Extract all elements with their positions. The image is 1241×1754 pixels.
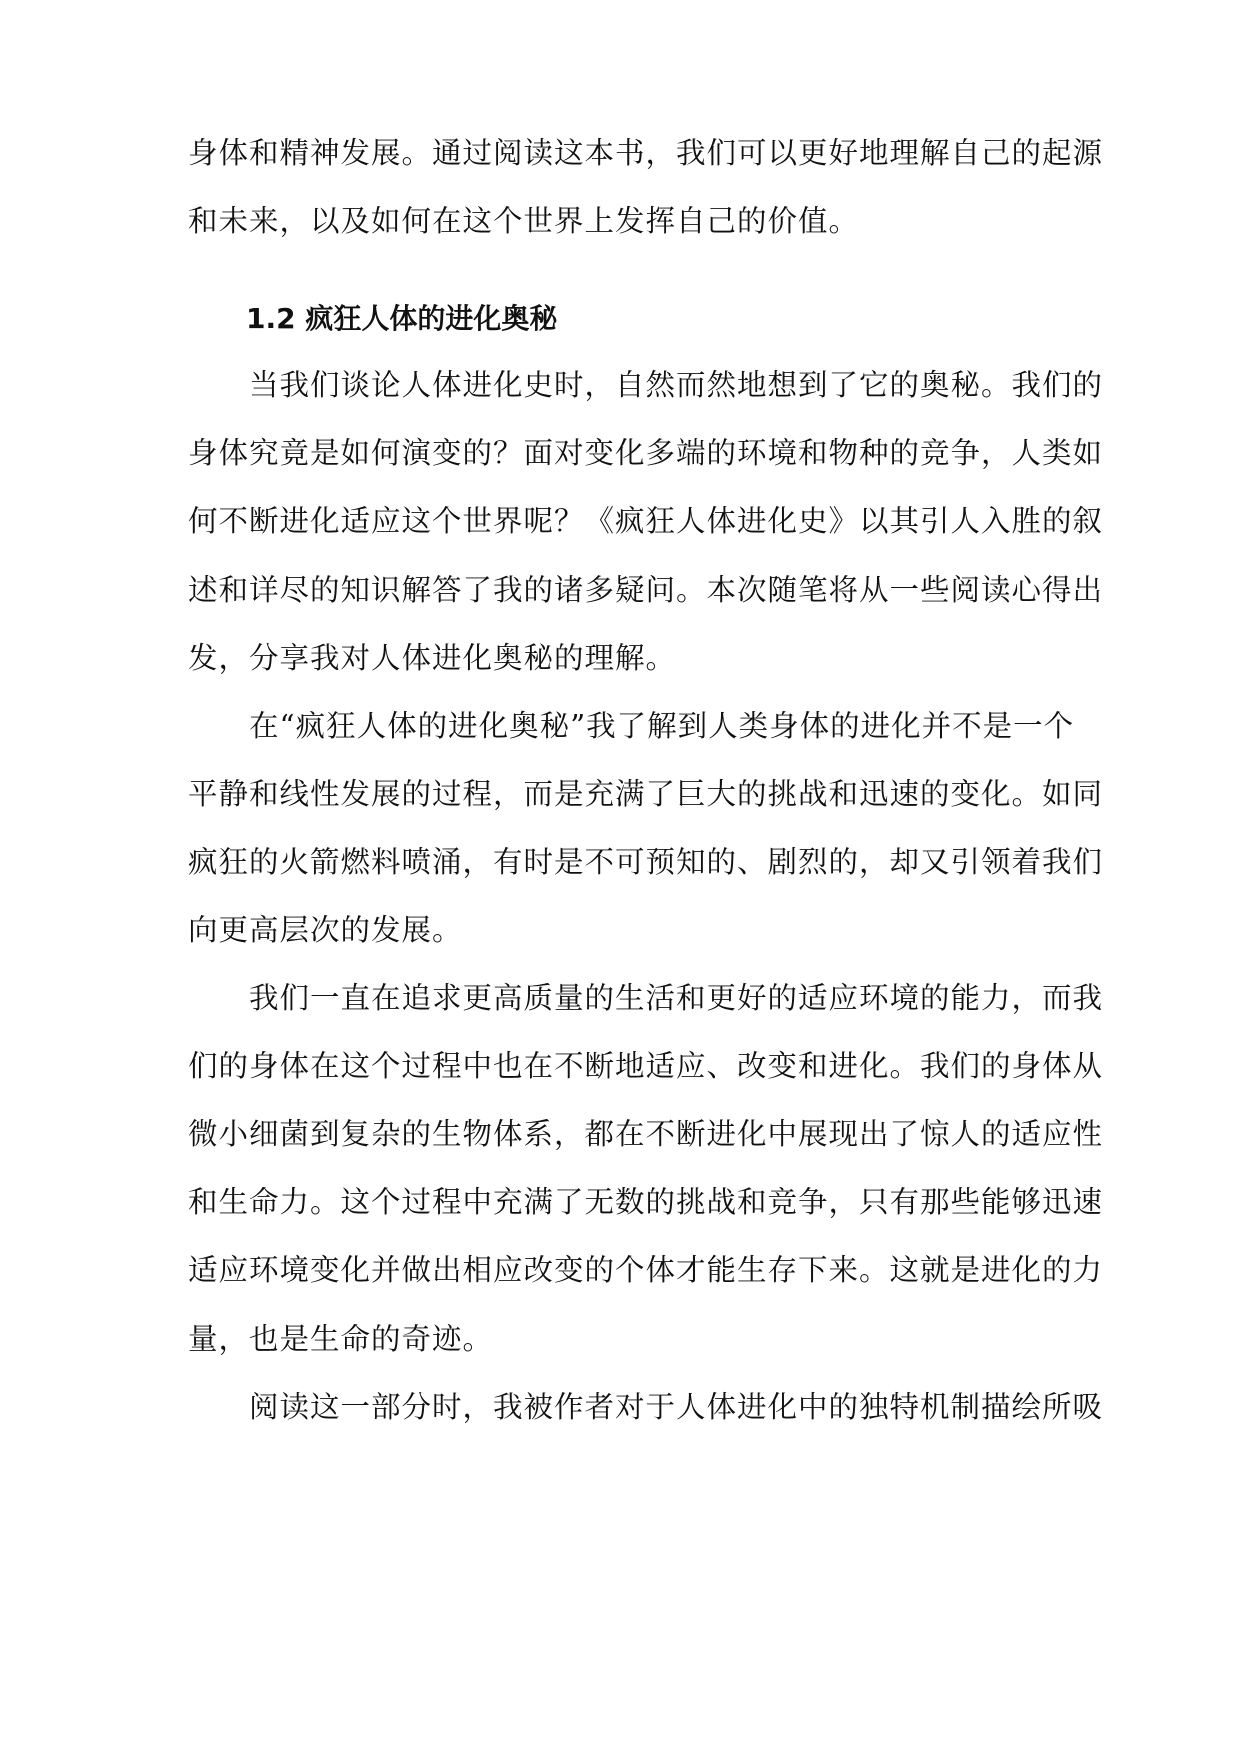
paragraph-line: 疯狂的火箭燃料喷涌，有时是不可预知的、剧烈的，却又引领着我们 <box>188 845 1104 879</box>
intro-line: 身体和精神发展。通过阅读这本书，我们可以更好地理解自己的起源 <box>188 136 1104 170</box>
paragraph-line: 向更高层次的发展。 <box>188 913 463 947</box>
paragraph-line: 何不断进化适应这个世界呢？《疯狂人体进化史》以其引人入胜的叙 <box>188 504 1104 538</box>
paragraph-line: 发，分享我对人体进化奥秘的理解。 <box>188 641 677 675</box>
paragraph-line: 述和详尽的知识解答了我的诸多疑问。本次随笔将从一些阅读心得出 <box>188 573 1104 607</box>
paragraph-line: 我们一直在追求更高质量的生活和更好的适应环境的能力，而我 <box>188 981 1104 1015</box>
paragraph-line: 在“疯狂人体的进化奥秘”我了解到人类身体的进化并不是一个 <box>188 709 1075 743</box>
paragraph-line: 量，也是生命的奇迹。 <box>188 1322 494 1356</box>
paragraph-line: 微小细菌到复杂的生物体系，都在不断进化中展现出了惊人的适应性 <box>188 1117 1104 1151</box>
paragraph-line: 身体究竟是如何演变的？面对变化多端的环境和物种的竞争，人类如 <box>188 436 1104 470</box>
paragraph-line: 阅读这一部分时，我被作者对于人体进化中的独特机制描绘所吸 <box>188 1390 1104 1424</box>
paragraph-line: 当我们谈论人体进化史时，自然而然地想到了它的奥秘。我们的 <box>188 368 1104 402</box>
paragraph-line: 们的身体在这个过程中也在不断地适应、改变和进化。我们的身体从 <box>188 1049 1104 1083</box>
intro-line: 和未来，以及如何在这个世界上发挥自己的价值。 <box>188 204 860 238</box>
paragraph-line: 平静和线性发展的过程，而是充满了巨大的挑战和迅速的变化。如同 <box>188 777 1104 811</box>
paragraph-line: 和生命力。这个过程中充满了无数的挑战和竞争，只有那些能够迅速 <box>188 1185 1104 1219</box>
paragraph-line: 适应环境变化并做出相应改变的个体才能生存下来。这就是进化的力 <box>188 1253 1104 1287</box>
section-heading: 1.2 疯狂人体的进化奥秘 <box>246 302 558 335</box>
